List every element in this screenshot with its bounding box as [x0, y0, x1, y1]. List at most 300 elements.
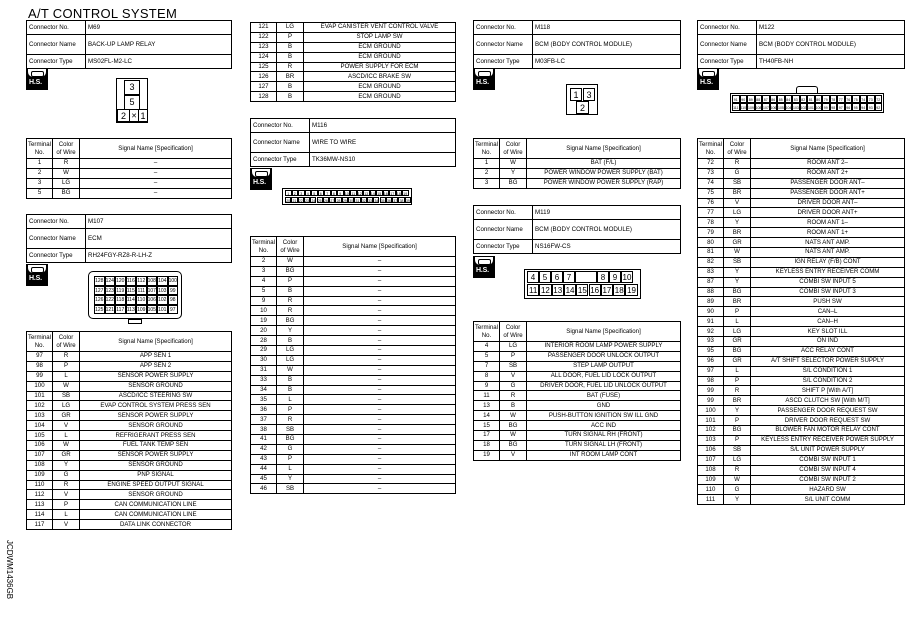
m119-connector-info: Connector No. M119 Connector Name BCM (BODY CONTROL MODULE) Connector Type NS16FW-CS — [473, 205, 681, 254]
terminal-cell: 106 — [698, 445, 724, 455]
terminal-cell: 2 — [474, 168, 500, 178]
connector-pin: 5 — [311, 190, 318, 196]
connector-pin: 9 — [609, 271, 621, 283]
wire-color-cell: P — [724, 376, 751, 386]
terminal-cell: 41 — [251, 435, 277, 445]
table-row — [251, 425, 456, 435]
connector-pin: 97 — [168, 305, 179, 315]
table-row — [27, 500, 232, 510]
signal-name-cell: SENSOR POWER SUPPLY — [80, 450, 232, 460]
terminal-cell: 10 — [251, 306, 277, 316]
table-row — [251, 484, 456, 494]
connector-pin: 15 — [377, 192, 382, 196]
connector-pin: 117 — [116, 306, 125, 313]
table-row — [698, 465, 905, 475]
terminal-cell: 99 — [698, 386, 724, 396]
signal-name-cell: – — [304, 474, 456, 484]
connector-pin: 14 — [565, 286, 575, 295]
signal-name-cell: DRIVER DOOR ANT– — [751, 198, 905, 208]
terminal-cell: 14 — [474, 411, 500, 421]
wire-color-cell: B — [277, 52, 304, 62]
wire-color-cell: B — [277, 42, 304, 52]
table-row — [698, 396, 905, 406]
wire-color-cell: LG — [53, 401, 80, 411]
table-row — [27, 480, 232, 490]
wire-color-cell: W — [277, 365, 304, 375]
wire-color-cell: BG — [500, 440, 527, 450]
connector-pin: 6 — [551, 271, 563, 283]
signal-name-cell: TURN SIGNAL RH (FRONT) — [527, 431, 681, 441]
harness-side-icon: H.S. — [697, 68, 719, 90]
connector-pin: 88 — [755, 95, 763, 103]
terminal-cell: 7 — [474, 361, 500, 371]
wire-color-cell: SB — [724, 445, 751, 455]
table-row — [698, 455, 905, 465]
connector-pin: 108 — [147, 278, 156, 284]
harness-side-icon: H.S. — [26, 68, 48, 90]
connector-pin: 7 — [324, 190, 331, 196]
connector-pin: 92 — [875, 103, 883, 111]
wire-color-cell: G — [724, 485, 751, 495]
connector-pin: 7 — [563, 271, 575, 283]
connector-pin: 14 — [370, 192, 375, 196]
signal-header: Signal Name [Specification] — [751, 139, 905, 159]
connector-pin: 123 — [105, 287, 114, 294]
signal-name-cell: POWER WINDOW POWER SUPPLY (BAT) — [527, 168, 681, 178]
wire-color-cell: BR — [277, 72, 304, 82]
signal-header: Signal Name [Specification] — [527, 139, 681, 159]
signal-name-cell: NATS ANT AMP. — [751, 248, 905, 258]
m118-signal-table — [473, 138, 681, 189]
signal-name-cell: DRIVER DOOR, FUEL LID UNLOCK OUTPUT — [527, 381, 681, 391]
wire-color-cell: Y — [724, 267, 751, 277]
signal-name-cell: – — [304, 484, 456, 494]
signal-name-cell: S/L UNIT COMM — [751, 495, 905, 505]
signal-name-cell: – — [304, 336, 456, 346]
connector-pin: 128 — [95, 278, 104, 284]
connector-pin: 33 — [368, 199, 372, 203]
wire-color-cell: W — [500, 159, 527, 169]
table-row — [698, 416, 905, 426]
signal-name-cell: SENSOR GROUND — [80, 460, 232, 470]
connector-pin: 78 — [830, 95, 838, 103]
wire-color-cell: L — [724, 366, 751, 376]
wire-color-cell: P — [53, 361, 80, 371]
terminal-cell: 77 — [698, 208, 724, 218]
connector-pin: 24 — [311, 199, 316, 203]
table-row — [27, 421, 232, 431]
wire-color-cell: V — [500, 371, 527, 381]
connector-pin: 104 — [785, 103, 793, 111]
connector-pin: 100 — [815, 103, 823, 111]
signal-name-cell: POWER WINDOW POWER SUPPLY (RAP) — [527, 178, 681, 188]
connector-pin: 74 — [860, 95, 868, 103]
connector-pin: 83 — [792, 95, 800, 103]
table-row — [27, 470, 232, 480]
connector-pin: 94 — [860, 103, 868, 111]
signal-name-cell: – — [304, 435, 456, 445]
table-row — [251, 92, 456, 102]
signal-name-cell: – — [304, 326, 456, 336]
table-row — [474, 421, 681, 431]
terminal-cell: 125 — [251, 62, 277, 72]
table-row — [27, 460, 232, 470]
wire-color-cell: B — [277, 286, 304, 296]
wire-color-cell: BG — [724, 346, 751, 356]
table-row — [698, 406, 905, 416]
wire-color-cell: LG — [724, 208, 751, 218]
signal-name-cell: DRIVER DOOR ANT+ — [751, 208, 905, 218]
signal-name-cell: – — [80, 159, 232, 169]
signal-name-cell: A/T SHIFT SELECTOR POWER SUPPLY — [751, 356, 905, 366]
signal-name-cell: NATS ANT AMP. — [751, 238, 905, 248]
connector-pin: 10 — [622, 273, 632, 282]
m107-signal-table-continued — [250, 22, 456, 102]
signal-name-cell: GND — [527, 401, 681, 411]
signal-name-cell: PNP SIGNAL — [80, 470, 232, 480]
table-row — [698, 248, 905, 258]
connector-pin: 39 — [405, 199, 410, 203]
m122-connector-info: Connector No. M122 Connector Name BCM (BODY CONTROL MODULE) Connector Type TH40FB-NH — [697, 20, 905, 69]
terminal-header: Terminal No. — [27, 139, 53, 159]
connector-pin: 110 — [137, 297, 146, 303]
connector-pin: 11 — [351, 192, 356, 196]
wire-color-cell: L — [53, 510, 80, 520]
terminal-header: Terminal No. — [474, 322, 500, 342]
table-row — [251, 82, 456, 92]
signal-name-cell: ECM GROUND — [304, 42, 456, 52]
wire-color-cell: B — [277, 82, 304, 92]
signal-name-cell: – — [304, 454, 456, 464]
connector-pin: 85 — [777, 95, 785, 103]
terminal-cell: 113 — [27, 500, 53, 510]
terminal-cell: 92 — [698, 327, 724, 337]
terminal-cell: 112 — [27, 490, 53, 500]
table-row — [698, 178, 905, 188]
wire-color-cell: L — [53, 371, 80, 381]
signal-name-cell: – — [304, 257, 456, 267]
table-row — [251, 276, 456, 286]
signal-name-cell: PASSENGER DOOR REQUEST SW — [751, 406, 905, 416]
connector-pin: 8 — [597, 271, 609, 283]
connector-pin: 96 — [845, 103, 853, 111]
terminal-cell: 36 — [251, 405, 277, 415]
signal-name-cell: STOP LAMP SW — [304, 32, 456, 42]
signal-name-cell: – — [80, 188, 232, 198]
m118-connector-info: Connector No. M118 Connector Name BCM (BODY CONTROL MODULE) Connector Type M03FB-LC — [473, 20, 681, 69]
connector-pin: 101 — [158, 306, 167, 313]
table-row — [27, 371, 232, 381]
wire-color-cell: R — [53, 480, 80, 490]
signal-name-cell: ROOM ANT 2+ — [751, 168, 905, 178]
connector-pin: 22 — [298, 199, 303, 203]
wire-color-cell: W — [724, 248, 751, 258]
terminal-cell: 107 — [27, 450, 53, 460]
signal-name-cell: – — [304, 425, 456, 435]
terminal-cell: 73 — [698, 168, 724, 178]
signal-name-cell: CAN–H — [751, 317, 905, 327]
wire-color-cell: Y — [53, 460, 80, 470]
connector-pin: 31 — [355, 199, 360, 203]
wire-color-cell: G — [277, 444, 304, 454]
connector-pin: 109 — [747, 103, 755, 111]
table-row — [474, 178, 681, 188]
signal-name-cell: ROOM ANT 2– — [751, 159, 905, 169]
wire-color-cell: BG — [277, 435, 304, 445]
terminal-cell: 109 — [698, 475, 724, 485]
table-header — [474, 322, 681, 342]
color-header: Color of Wire — [53, 139, 80, 159]
terminal-cell: 38 — [251, 425, 277, 435]
connector-pin: 10 — [344, 192, 349, 196]
table-row — [251, 266, 456, 276]
signal-name-cell: CAN–L — [751, 307, 905, 317]
connector-pin: 99 — [168, 286, 179, 296]
table-row — [698, 198, 905, 208]
connector-pin: 82 — [800, 95, 808, 103]
connector-pin: 16 — [383, 192, 388, 196]
connector-pin: 101 — [807, 103, 815, 111]
signal-name-cell: DATA LINK CONNECTOR — [80, 520, 232, 530]
terminal-cell: 107 — [698, 455, 724, 465]
terminal-cell: 97 — [698, 366, 724, 376]
table-row — [698, 238, 905, 248]
terminal-cell: 76 — [698, 198, 724, 208]
wire-color-cell: Y — [724, 277, 751, 287]
connector-pin: 102 — [158, 297, 167, 303]
table-row — [27, 441, 232, 451]
connector-pin: 106 — [147, 297, 156, 303]
table-row — [474, 411, 681, 421]
wire-color-cell: BR — [724, 188, 751, 198]
table-row — [27, 381, 232, 391]
table-row — [251, 435, 456, 445]
terminal-cell: 102 — [698, 426, 724, 436]
terminal-cell: 93 — [698, 337, 724, 347]
signal-name-cell: ACC IND — [527, 421, 681, 431]
wire-color-cell: Y — [724, 495, 751, 505]
terminal-cell: 97 — [27, 352, 53, 362]
terminal-cell: 95 — [698, 346, 724, 356]
table-row — [698, 228, 905, 238]
connector-pin: 72 — [875, 95, 883, 103]
table-row — [698, 337, 905, 347]
terminal-cell: 90 — [698, 307, 724, 317]
m69-signal-table — [26, 138, 232, 199]
terminal-cell: 79 — [698, 228, 724, 238]
wire-color-cell: SB — [500, 361, 527, 371]
terminal-cell: 109 — [27, 470, 53, 480]
signal-name-cell: CAN COMMUNICATION LINE — [80, 510, 232, 520]
connector-pin: 93 — [867, 103, 875, 111]
terminal-cell: 13 — [474, 401, 500, 411]
table-row — [698, 426, 905, 436]
connector-pin: 98 — [168, 295, 179, 305]
connector-pin: 17 — [602, 286, 612, 295]
wire-color-cell: B — [277, 375, 304, 385]
connector-pin: 9 — [337, 190, 344, 196]
terminal-cell: 108 — [698, 465, 724, 475]
wire-color-cell: V — [53, 490, 80, 500]
terminal-cell: 81 — [698, 248, 724, 258]
page-title: A/T CONTROL SYSTEM — [28, 6, 178, 21]
table-row — [251, 346, 456, 356]
terminal-cell: 33 — [251, 375, 277, 385]
terminal-cell: 34 — [251, 385, 277, 395]
connector-pin: 115 — [126, 287, 135, 294]
terminal-cell: 18 — [474, 440, 500, 450]
wire-color-cell: BG — [277, 316, 304, 326]
signal-name-cell: ROOM ANT 1+ — [751, 228, 905, 238]
connector-pin: 1 — [285, 190, 292, 196]
terminal-cell: 37 — [251, 415, 277, 425]
connector-pin: 84 — [785, 95, 793, 103]
connector-pin: 27 — [330, 199, 335, 203]
signal-name-cell: ASCD CLUTCH SW [With M/T] — [751, 396, 905, 406]
connector-pin: 28 — [336, 199, 341, 203]
table-row — [698, 267, 905, 277]
connector-pin: 11 — [528, 286, 538, 295]
table-header — [698, 139, 905, 159]
table-row — [698, 277, 905, 287]
connector-pin: 13 — [364, 192, 369, 196]
table-row — [474, 401, 681, 411]
signal-name-cell: – — [304, 385, 456, 395]
table-row — [698, 168, 905, 178]
signal-name-cell: ON IND — [751, 337, 905, 347]
signal-name-cell: S/L CONDITION 2 — [751, 376, 905, 386]
terminal-cell: 3 — [27, 178, 53, 188]
connector-pin: 105 — [147, 306, 156, 313]
wire-color-cell: W — [500, 411, 527, 421]
signal-name-cell: COMBI SW INPUT 2 — [751, 475, 905, 485]
terminal-header: Terminal No. — [474, 139, 500, 159]
signal-name-cell: SENSOR GROUND — [80, 421, 232, 431]
color-header: Color of Wire — [277, 237, 304, 257]
table-row — [251, 316, 456, 326]
signal-header: Signal Name [Specification] — [527, 322, 681, 342]
signal-name-cell: – — [304, 316, 456, 326]
connector-pin: 18 — [396, 192, 401, 196]
signal-name-cell: FUEL TANK TEMP SEN — [80, 441, 232, 451]
wire-color-cell: P — [277, 454, 304, 464]
terminal-header: Terminal No. — [698, 139, 724, 159]
wire-color-cell: R — [53, 159, 80, 169]
terminal-cell: 74 — [698, 178, 724, 188]
wire-color-cell: P — [724, 416, 751, 426]
connector-pin: 16 — [590, 286, 600, 295]
wire-color-cell: P — [724, 435, 751, 445]
wire-color-cell: B — [277, 385, 304, 395]
table-row — [698, 346, 905, 356]
table-header — [251, 237, 456, 257]
wire-color-cell: BG — [500, 178, 527, 188]
signal-name-cell: ROOM ANT 1– — [751, 218, 905, 228]
signal-name-cell: – — [304, 365, 456, 375]
table-row — [251, 52, 456, 62]
wire-color-cell: Y — [277, 474, 304, 484]
connector-pin: 97 — [837, 103, 845, 111]
connector-pin: 103 — [158, 287, 167, 294]
wire-color-cell: R — [277, 296, 304, 306]
connector-pin: 4 — [527, 271, 539, 283]
signal-name-cell: IGN RELAY (F/B) CONT — [751, 257, 905, 267]
signal-name-cell: POWER SUPPLY FOR ECM — [304, 62, 456, 72]
terminal-cell: 19 — [251, 316, 277, 326]
terminal-cell: 110 — [27, 480, 53, 490]
wire-color-cell: GR — [724, 356, 751, 366]
connector-pin: 119 — [116, 287, 125, 294]
signal-name-cell: – — [80, 168, 232, 178]
terminal-cell: 123 — [251, 42, 277, 52]
terminal-cell: 91 — [698, 317, 724, 327]
connector-pin: 107 — [762, 103, 770, 111]
connector-pin: 17 — [390, 192, 395, 196]
harness-side-icon: H.S. — [473, 256, 495, 278]
m116-connector-info: Connector No. M116 Connector Name WIRE TO WIRE Connector Type TK36MW-NS10 — [250, 118, 456, 167]
harness-side-icon: H.S. — [250, 168, 272, 190]
terminal-cell: 99 — [698, 396, 724, 406]
color-header: Color of Wire — [500, 322, 527, 342]
terminal-cell: 111 — [698, 495, 724, 505]
connector-pin: 4 — [305, 190, 312, 196]
table-row — [474, 381, 681, 391]
table-row — [251, 296, 456, 306]
signal-name-cell: COMBI SW INPUT 3 — [751, 287, 905, 297]
connector-pin: 125 — [95, 306, 104, 313]
connector-pin: 99 — [822, 103, 830, 111]
wire-color-cell: LG — [500, 342, 527, 352]
wire-color-cell: W — [53, 381, 80, 391]
terminal-cell: 89 — [698, 297, 724, 307]
table-row — [251, 464, 456, 474]
wire-color-cell: R — [724, 386, 751, 396]
terminal-cell: 31 — [251, 365, 277, 375]
m107-connector-info: Connector No. M107 Connector Name ECM Connector Type RH24FGY-RZ8-R-LH-Z — [26, 214, 232, 263]
wire-color-cell: LG — [277, 23, 304, 33]
terminal-cell: 4 — [251, 276, 277, 286]
table-row — [251, 42, 456, 52]
terminal-cell: 35 — [251, 395, 277, 405]
signal-name-cell: REFRIGERANT PRESS SEN — [80, 431, 232, 441]
wire-color-cell: B — [277, 92, 304, 102]
table-row — [251, 32, 456, 42]
table-row — [698, 257, 905, 267]
signal-name-cell: PASSENGER DOOR UNLOCK OUTPUT — [527, 351, 681, 361]
terminal-header: Terminal No. — [27, 332, 53, 352]
table-row — [698, 386, 905, 396]
wire-color-cell: GR — [724, 337, 751, 347]
table-header — [27, 332, 232, 352]
connector-pin — [575, 271, 597, 283]
connector-pin: 37 — [393, 199, 398, 203]
signal-name-cell: – — [80, 178, 232, 188]
signal-name-cell: ECM GROUND — [304, 82, 456, 92]
connector-pin: 127 — [95, 287, 104, 294]
connector-pin: 86 — [770, 95, 778, 103]
connector-pin: 73 — [867, 95, 875, 103]
terminal-header: Terminal No. — [251, 237, 277, 257]
signal-name-cell: APP SEN 2 — [80, 361, 232, 371]
wire-color-cell: LG — [53, 178, 80, 188]
signal-name-cell: BAT (FUSE) — [527, 391, 681, 401]
wire-color-cell: V — [724, 198, 751, 208]
wire-color-cell: GR — [53, 450, 80, 460]
table-row — [698, 366, 905, 376]
wire-color-cell: Y — [277, 326, 304, 336]
wire-color-cell: BR — [724, 396, 751, 406]
connector-pin: 25 — [317, 199, 322, 203]
